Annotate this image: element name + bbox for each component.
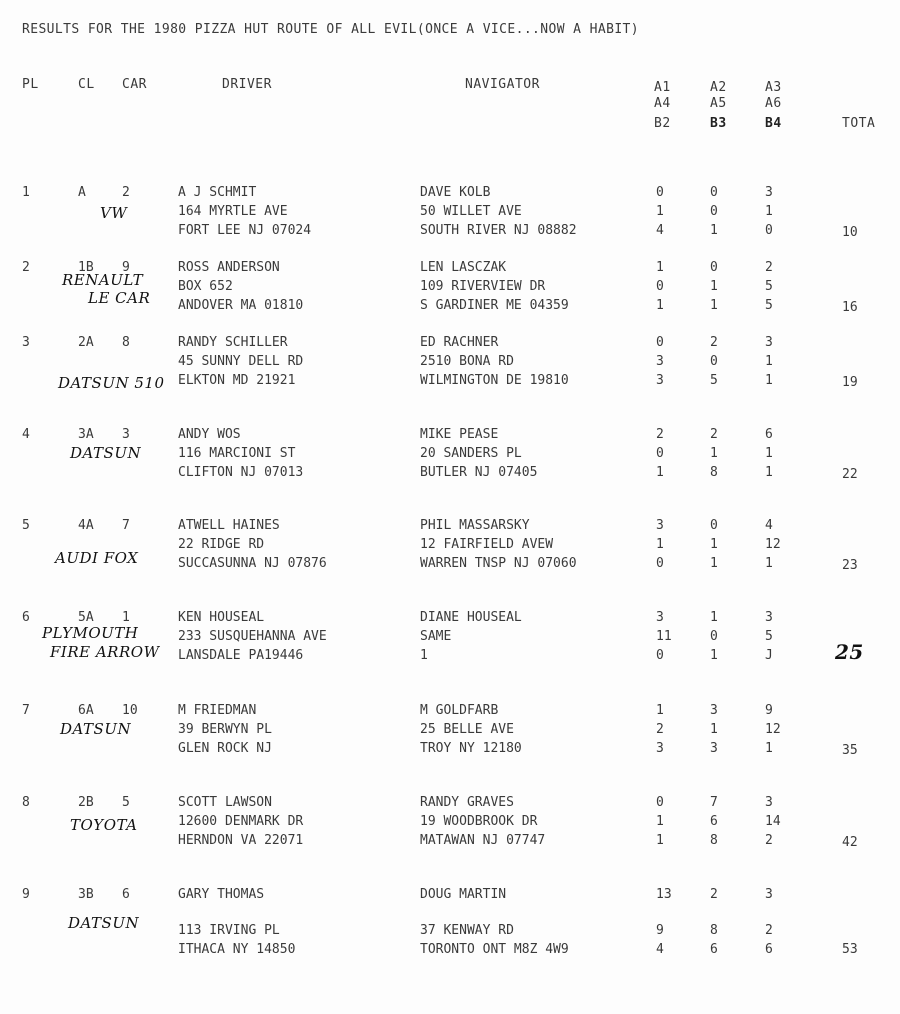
header-a6: A6 [765,96,782,111]
header-class: CL [78,77,95,92]
driver-line: 12600 DENMARK DR [178,814,304,829]
total-score: 25 [835,640,864,664]
result-entry [0,518,900,588]
car-number: 3 [122,427,130,442]
place-number: 7 [22,703,30,718]
car-make-handwritten: PLYMOUTH [42,624,139,642]
navigator-line: 2510 BONA RD [420,354,514,369]
score-cell: 0 [656,279,664,294]
score-cell: 1 [710,279,718,294]
car-number: 9 [122,260,130,275]
driver-line: KEN HOUSEAL [178,610,265,625]
header-a2: A2 [710,80,727,95]
score-cell: 3 [765,795,773,810]
navigator-line: 25 BELLE AVE [420,722,514,737]
score-cell: 2 [656,722,664,737]
navigator-line: SAME [420,629,452,644]
score-cell: 4 [765,518,773,533]
score-cell: 2 [765,833,773,848]
score-cell: 0 [656,648,664,663]
class-code: A [78,185,86,200]
total-score: 53 [842,942,858,957]
result-entry [0,887,900,957]
score-cell: 5 [765,629,773,644]
navigator-line: SOUTH RIVER NJ 08882 [420,223,577,238]
score-cell: 1 [656,537,664,552]
car-make-handwritten: DATSUN 510 [58,374,165,392]
score-cell: 0 [656,556,664,571]
car-make-handwritten: DATSUN [70,444,142,462]
driver-line: A J SCHMIT [178,185,257,200]
driver-line: GARY THOMAS [178,887,265,902]
score-cell: 6 [710,814,718,829]
driver-line: M FRIEDMAN [178,703,257,718]
car-number: 5 [122,795,130,810]
score-cell: 8 [710,465,718,480]
navigator-line: MIKE PEASE [420,427,499,442]
driver-line: CLIFTON NJ 07013 [178,465,304,480]
place-number: 3 [22,335,30,350]
class-code: 5A [78,610,94,625]
score-cell: 3 [710,703,718,718]
score-cell: 1 [765,354,773,369]
score-cell: 0 [710,629,718,644]
header-total: TOTA [842,116,876,131]
driver-line: 39 BERWYN PL [178,722,272,737]
score-cell: 1 [656,204,664,219]
score-cell: 3 [710,741,718,756]
driver-line: ROSS ANDERSON [178,260,280,275]
score-cell: 1 [765,446,773,461]
class-code: 2B [78,795,94,810]
driver-line: 164 MYRTLE AVE [178,204,288,219]
car-make-handwritten: TOYOTA [70,816,138,834]
header-car: CAR [122,77,147,92]
score-cell: 14 [765,814,781,829]
header-driver: DRIVER [222,77,272,92]
car-number: 6 [122,887,130,902]
header-navigator: NAVIGATOR [465,77,540,92]
car-make-handwritten: RENAULT [62,271,144,289]
driver-line: RANDY SCHILLER [178,335,288,350]
navigator-line: 50 WILLET AVE [420,204,522,219]
score-cell: J [765,648,773,663]
result-entry [0,610,900,680]
score-cell: 13 [656,887,672,902]
driver-line: LANSDALE PA19446 [178,648,304,663]
score-cell: 0 [656,795,664,810]
score-cell: 1 [656,833,664,848]
navigator-line: 20 SANDERS PL [420,446,522,461]
header-a3: A3 [765,80,782,95]
driver-line: FORT LEE NJ 07024 [178,223,312,238]
score-cell: 8 [710,923,718,938]
score-cell: 0 [710,518,718,533]
score-cell: 5 [765,279,773,294]
score-cell: 1 [710,298,718,313]
score-cell: 3 [765,610,773,625]
score-cell: 0 [656,446,664,461]
navigator-line: DIANE HOUSEAL [420,610,522,625]
score-cell: 1 [656,703,664,718]
header-a1: A1 [654,80,671,95]
score-cell: 1 [765,465,773,480]
score-cell: 2 [710,427,718,442]
place-number: 6 [22,610,30,625]
score-cell: 7 [710,795,718,810]
car-make-handwritten: DATSUN [60,720,132,738]
score-cell: 1 [710,648,718,663]
navigator-line: 19 WOODBROOK DR [420,814,538,829]
header-a5: A5 [710,96,727,111]
navigator-line: 12 FAIRFIELD AVEW [420,537,554,552]
score-cell: 1 [710,537,718,552]
navigator-line: S GARDINER ME 04359 [420,298,569,313]
driver-line: 22 RIDGE RD [178,537,265,552]
header-b3: B3 [710,116,727,131]
score-cell: 4 [656,942,664,957]
score-cell: 3 [656,373,664,388]
navigator-line: BUTLER NJ 07405 [420,465,538,480]
score-cell: 0 [765,223,773,238]
driver-line: HERNDON VA 22071 [178,833,304,848]
score-cell: 1 [656,465,664,480]
place-number: 5 [22,518,30,533]
place-number: 1 [22,185,30,200]
class-code: 3A [78,427,94,442]
driver-line: ELKTON MD 21921 [178,373,296,388]
score-cell: 2 [765,923,773,938]
driver-line: 45 SUNNY DELL RD [178,354,304,369]
navigator-line: RANDY GRAVES [420,795,514,810]
score-cell: 2 [710,887,718,902]
score-cell: 6 [710,942,718,957]
result-entry [0,185,900,255]
driver-line: ITHACA NY 14850 [178,942,296,957]
car-make-handwritten: VW [100,204,128,222]
navigator-line: M GOLDFARB [420,703,499,718]
score-cell: 6 [765,942,773,957]
score-cell: 3 [656,354,664,369]
score-cell: 1 [656,260,664,275]
header-a4: A4 [654,96,671,111]
score-cell: 3 [765,887,773,902]
score-cell: 1 [765,741,773,756]
result-entry [0,335,900,405]
score-cell: 1 [710,446,718,461]
score-cell: 1 [710,610,718,625]
score-cell: 2 [710,335,718,350]
result-entry [0,703,900,773]
car-number: 2 [122,185,130,200]
score-cell: 12 [765,722,781,737]
score-cell: 1 [656,298,664,313]
score-cell: 1 [765,373,773,388]
navigator-line: LEN LASCZAK [420,260,507,275]
score-cell: 0 [710,185,718,200]
class-code: 4A [78,518,94,533]
total-score: 19 [842,375,858,390]
total-score: 23 [842,558,858,573]
score-cell: 1 [710,556,718,571]
driver-line: ANDOVER MA 01810 [178,298,304,313]
car-make-handwritten: FIRE ARROW [50,643,160,661]
navigator-line: DAVE KOLB [420,185,491,200]
navigator-line: 37 KENWAY RD [420,923,514,938]
navigator-line: TORONTO ONT M8Z 4W9 [420,942,569,957]
header-place: PL [22,77,39,92]
score-cell: 5 [765,298,773,313]
navigator-line: ED RACHNER [420,335,499,350]
driver-line: SCOTT LAWSON [178,795,272,810]
driver-line: ANDY WOS [178,427,241,442]
car-make-handwritten: DATSUN [68,914,140,932]
driver-line: 113 IRVING PL [178,923,280,938]
driver-line: BOX 652 [178,279,233,294]
score-cell: 3 [656,610,664,625]
driver-line: 116 MARCIONI ST [178,446,296,461]
score-cell: 1 [765,204,773,219]
result-entry [0,795,900,865]
score-cell: 8 [710,833,718,848]
score-cell: 1 [656,814,664,829]
total-score: 16 [842,300,858,315]
header-b2: B2 [654,116,671,131]
score-cell: 9 [656,923,664,938]
score-cell: 2 [656,427,664,442]
score-cell: 6 [765,427,773,442]
score-cell: 1 [710,223,718,238]
score-cell: 3 [765,335,773,350]
car-number: 10 [122,703,138,718]
navigator-line: DOUG MARTIN [420,887,507,902]
driver-line: 233 SUSQUEHANNA AVE [178,629,327,644]
score-cell: 0 [710,354,718,369]
result-entry [0,427,900,497]
score-cell: 4 [656,223,664,238]
score-cell: 5 [710,373,718,388]
score-cell: 0 [710,204,718,219]
document-title: RESULTS FOR THE 1980 PIZZA HUT ROUTE OF ALL EVIL(ONCE A VICE...NOW A HABIT) [22,22,639,37]
total-score: 22 [842,467,858,482]
place-number: 9 [22,887,30,902]
car-make-handwritten: AUDI FOX [55,549,139,567]
navigator-line: WARREN TNSP NJ 07060 [420,556,577,571]
score-cell: 1 [765,556,773,571]
car-number: 7 [122,518,130,533]
car-number: 1 [122,610,130,625]
total-score: 35 [842,743,858,758]
place-number: 4 [22,427,30,442]
score-cell: 2 [765,260,773,275]
car-make-handwritten: LE CAR [88,289,151,307]
navigator-line: PHIL MASSARSKY [420,518,530,533]
navigator-line: 1 [420,648,428,663]
class-code: 2A [78,335,94,350]
total-score: 42 [842,835,858,850]
score-cell: 0 [656,185,664,200]
score-cell: 3 [765,185,773,200]
header-b4: B4 [765,116,782,131]
class-code: 6A [78,703,94,718]
navigator-line: 109 RIVERVIEW DR [420,279,546,294]
place-number: 8 [22,795,30,810]
driver-line: SUCCASUNNA NJ 07876 [178,556,327,571]
score-cell: 1 [710,722,718,737]
result-entry [0,260,900,330]
score-cell: 0 [656,335,664,350]
driver-line: ATWELL HAINES [178,518,280,533]
driver-line: GLEN ROCK NJ [178,741,272,756]
place-number: 2 [22,260,30,275]
class-code: 1B [78,260,94,275]
navigator-line: TROY NY 12180 [420,741,522,756]
total-score: 10 [842,225,858,240]
score-cell: 3 [656,518,664,533]
class-code: 3B [78,887,94,902]
score-cell: 0 [710,260,718,275]
navigator-line: MATAWAN NJ 07747 [420,833,546,848]
navigator-line: WILMINGTON DE 19810 [420,373,569,388]
car-number: 8 [122,335,130,350]
score-cell: 9 [765,703,773,718]
score-cell: 12 [765,537,781,552]
score-cell: 11 [656,629,672,644]
score-cell: 3 [656,741,664,756]
